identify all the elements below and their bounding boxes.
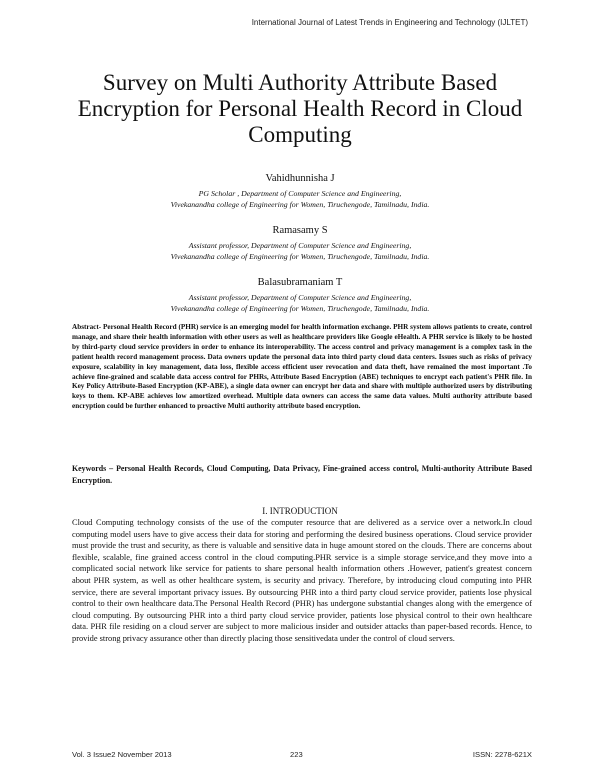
journal-header: International Journal of Latest Trends in Engineering and Technology (IJLTET) [251, 18, 528, 27]
author-name: Vahidhunnisha J [265, 173, 335, 184]
section-heading: I. INTRODUCTION [262, 506, 338, 516]
author-block [60, 172, 540, 210]
abstract: Abstract- Personal Health Record (PHR) service is an emerging model for health information exchange. PHR system allows patients to create, control manage, and share their health information with other users as well as healthcare providers like Google eHealth. A PHR service is likely to be hosted by third-party cloud service providers in order to enhance its interoperability. The access control and privacy management is a complex task in the patient health record management process. Data owners update the personal data into third party cloud data centers. Issues such as risks of privacy exposure, scalability in key management, data loss, flexible access efficient user revocation and data theft, have remained the most important .To achieve fine-grained and scalable data access control for PHRs, Attribute Based Encryption (ABE) techniques to encrypt each patient's PHR file. In Key Policy Attribute-Based Encryption (KP-ABE), a single data owner can encrypt her data and share with multiple authorized users by distributing keys to them. KP-ABE achieves low amortized overhead. Multiple data owners can access the same data values. Multi authority attribute based encryption could be further enhanced to proactive Multi authority attribute based encryption. [72, 323, 532, 411]
intro-paragraph: Cloud Computing technology consists of the use of the computer resource that are delivered as a service over a network.In cloud computing model users have to give access their data for storing and performing the desired business operations. Cloud service provider must provide the trust and security, as there is valuable and sensitive data in huge amount stored on the clouds. There are concerns about flexible, scalable, fine grained access control in the cloud computing.PHR service is a simple storage service,and they move into a complicated social network like service for patients to share personal health information others .However, patient's greatest concern about PHR system, as well as other healthcare system, is security and privacy. Therefore, by introducing cloud computing into PHR service, there are several important privacy issues. By outsourcing PHR into a third party cloud service provider, patients lose physical control to their own healthcare data.The Personal Health Record (PHR) has undergone substantial changes along with the emergence of cloud computing. By outsourcing PHR into a third party cloud service provider, patients lose physical control to their own healthcare data. PHR file residing on a cloud server are subject to more malicious insider and outsider attacks than paper-based records. Hence, to provide strong privacy assurance other than directly placing those sensitivedata under the control of cloud servers. [72, 518, 532, 643]
footer-page-number: 223 [290, 750, 303, 759]
author-affiliation: Vivekanandha college of Engineering for Women, Tiruchengode, Tamilnadu, India. [170, 304, 430, 313]
author-affiliation: Vivekanandha college of Engineering for Women, Tiruchengode, Tamilnadu, India. [170, 200, 430, 209]
paper-title: Survey on Multi Authority Attribute Based Encryption for Personal Health Record in Cloud Computing [77, 70, 523, 147]
author-affiliation: PG Scholar , Department of Computer Science and Engineering, [198, 189, 402, 198]
author-block [60, 224, 540, 262]
footer-issn: ISSN: 2278-621X [472, 750, 532, 759]
author-block [60, 276, 540, 314]
footer-volume: Vol. 3 Issue2 November 2013 [72, 750, 172, 759]
keywords: Keywords – Personal Health Records, Cloud Computing, Data Privacy, Fine-grained access control, Multi-authority Attribute Based Encryption. [72, 464, 532, 485]
author-name: Balasubramaniam T [257, 277, 343, 288]
author-affiliation: Vivekanandha college of Engineering for Women, Tiruchengode, Tamilnadu, India. [170, 252, 430, 261]
author-name: Ramasamy S [272, 225, 328, 236]
page-footer [72, 750, 532, 762]
author-affiliation: Assistant professor, Department of Computer Science and Engineering, [188, 241, 412, 250]
author-affiliation: Assistant professor, Department of Computer Science and Engineering, [188, 293, 412, 302]
